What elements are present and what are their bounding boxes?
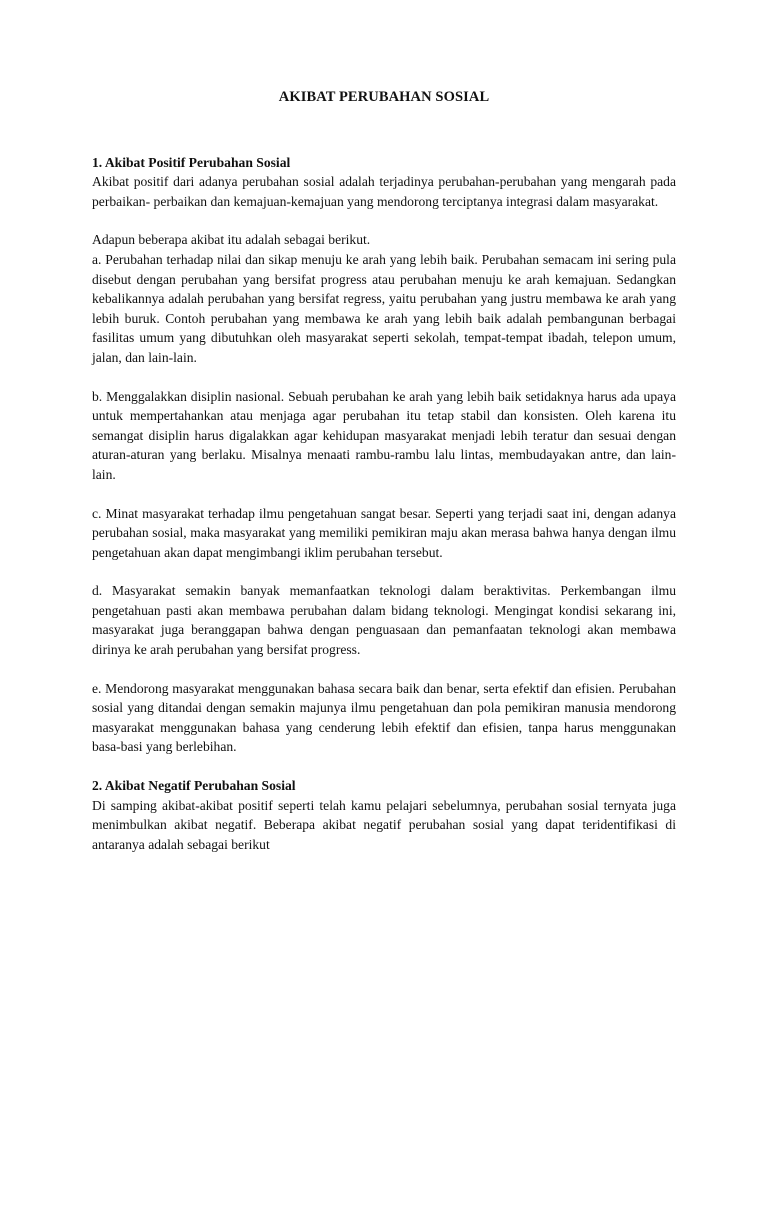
list-item-c: c. Minat masyarakat terhadap ilmu pengetahuan sangat besar. Seperti yang terjadi saat ini, dengan adanya perubahan sosial, maka masyarakat yang memiliki pemikiran maju akan merasa bahwa hanya dengan ilmu pengetahuan akan dapat mengimbangi iklim perubahan tersebut. <box>92 505 676 560</box>
list-item-a: a. Perubahan terhadap nilai dan sikap menuju ke arah yang lebih baik. Perubahan semacam ini sering pula disebut dengan perubahan yang bersifat progress atau perubahan menuju ke arah kemajuan. Sedangkan kebalikannya adalah perubahan yang bersifat regress, yaitu perubahan yang justru membawa ke arah yang lebih buruk. Contoh perubahan yang membawa ke arah yang lebih baik adalah pembangunan berbagai fasilitas umum yang dibutuhkan oleh masyarakat seperti sekolah, tempat-tempat ibadah, telepon umum, jalan, dan lain-lain. <box>92 251 676 365</box>
section-intro-positive: Akibat positif dari adanya perubahan sosial adalah terjadinya perubahan-perubahan yang mengarah pada perbaikan- perbaikan dan kemajuan-kemajuan yang mendorong terciptanya integrasi dalam masyarakat. <box>92 174 676 209</box>
section-heading-positive: 1. Akibat Positif Perubahan Sosial <box>92 154 291 170</box>
list-item-b: b. Menggalakkan disiplin nasional. Sebuah perubahan ke arah yang lebih baik setidaknya harus ada upaya untuk mempertahankan atau menjaga agar perubahan itu tetap stabil dan konsisten. Oleh karena itu semangat disiplin harus digalakkan agar kehidupan masyarakat menjadi lebih teratur dan sesuai dengan aturan-aturan yang berlaku. Misalnya menaati rambu-rambu lalu lintas, membudayakan antre, dan lain-lain. <box>92 388 676 482</box>
list-lead: Adapun beberapa akibat itu adalah sebagai berikut. <box>92 232 371 248</box>
document-page <box>92 88 676 854</box>
section-heading-negative: 2. Akibat Negatif Perubahan Sosial <box>92 778 296 794</box>
list-item-d: d. Masyarakat semakin banyak memanfaatkan teknologi dalam beraktivitas. Perkembangan ilmu pengetahuan pasti akan membawa perubahan dalam bidang teknologi. Mengingat kondisi sekarang ini, masyarakat juga beranggapan bahwa dengan penguasaan dan pemanfaatan teknologi akan membawa dirinya ke arah perubahan yang bersifat progress. <box>92 583 676 658</box>
list-item-e: e. Mendorong masyarakat menggunakan bahasa secara baik dan benar, serta efektif dan efisien. Perubahan sosial yang ditandai dengan semakin majunya ilmu pengetahuan dan pola pemikiran manusia mendorong masyarakat menggunakan bahasa yang cenderung lebih efektif dan efisien, tanpa harus menggunakan basa-basi yang berlebihan. <box>92 680 676 755</box>
section-intro-negative: Di samping akibat-akibat positif seperti telah kamu pelajari sebelumnya, perubahan sosial ternyata juga menimbulkan akibat negatif. Beberapa akibat negatif perubahan sosial yang dapat teridentifikasi di antaranya adalah sebagai berikut <box>92 797 676 852</box>
document-title: AKIBAT PERUBAHAN SOSIAL <box>278 89 490 105</box>
